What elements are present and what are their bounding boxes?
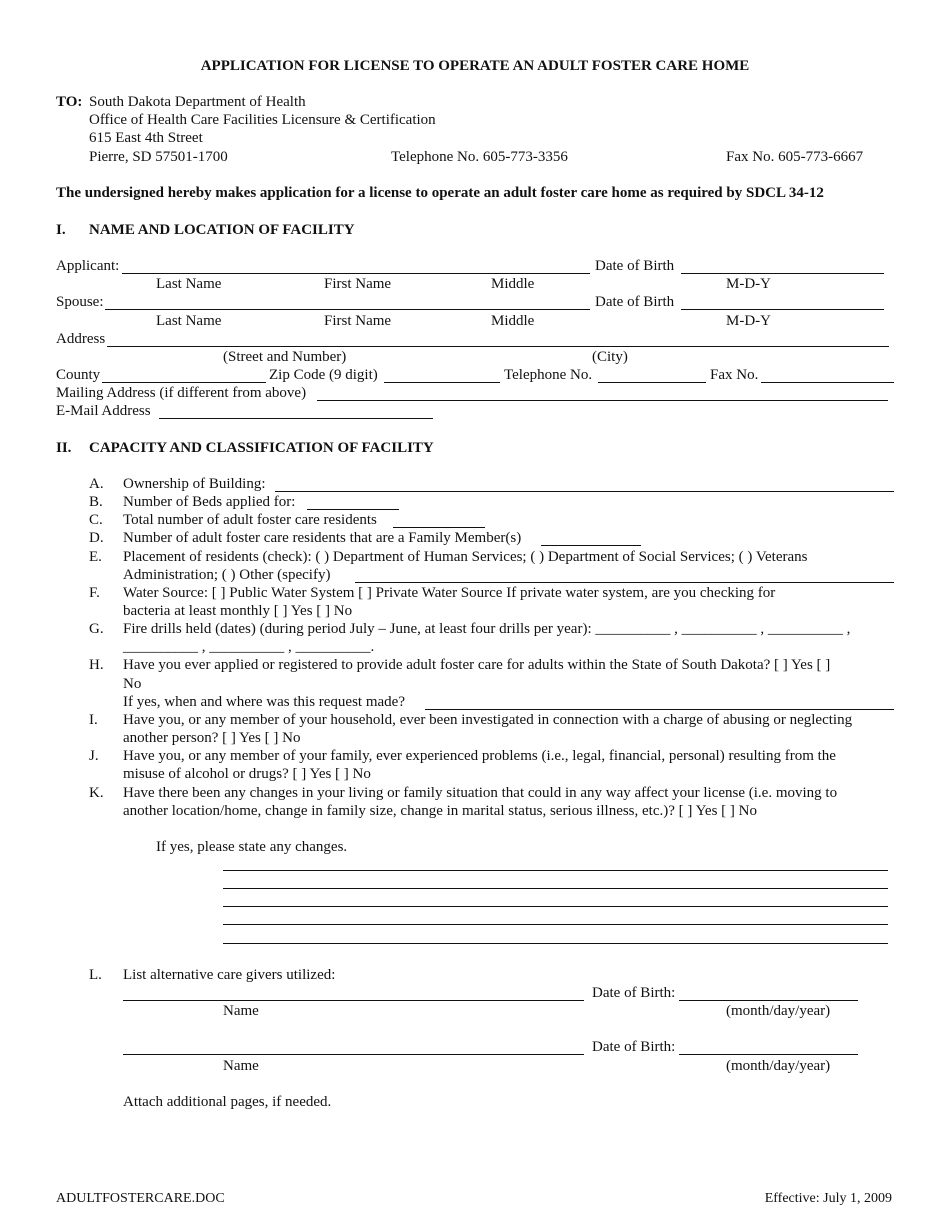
item-g-line1: Fire drills held (dates) (during period July – June, at least four drills per year): __________ , __________ , __________ , <box>123 621 851 637</box>
caregiver-2-dob-label: Date of Birth: <box>592 1039 676 1055</box>
mailing-address-field[interactable] <box>317 386 888 401</box>
item-g-line2: __________ , __________ , __________. <box>123 639 375 655</box>
item-h-letter: H. <box>89 657 104 673</box>
item-h-line3: If yes, when and where was this request made? <box>123 694 405 710</box>
caregiver-1-name-caption: Name <box>223 1003 259 1019</box>
caregiver-2-name-caption: Name <box>223 1058 259 1074</box>
to-line-office: Office of Health Care Facilities Licensure & Certification <box>89 112 436 128</box>
item-d-letter: D. <box>89 530 104 546</box>
total-residents-field[interactable] <box>393 513 485 528</box>
changes-line-3[interactable] <box>223 906 888 907</box>
item-j-line2: misuse of alcohol or drugs? [ ] Yes [ ] No <box>123 766 371 782</box>
item-i-letter: I. <box>89 712 98 728</box>
email-field[interactable] <box>159 404 433 419</box>
item-i-line2: another person? [ ] Yes [ ] No <box>123 730 301 746</box>
fax-label: Fax No. <box>710 367 759 383</box>
item-h-line1: Have you ever applied or registered to provide adult foster care for adults within the State of South Dakota? [ ] Yes [ ] <box>123 657 831 673</box>
attach-pages-note: Attach additional pages, if needed. <box>123 1094 332 1110</box>
spouse-name-field[interactable] <box>105 295 590 310</box>
applicant-middle-caption: Middle <box>491 276 535 292</box>
spouse-middle-caption: Middle <box>491 313 535 329</box>
item-h-line2: No <box>123 676 142 692</box>
county-field[interactable] <box>102 368 266 383</box>
other-specify-field[interactable] <box>355 568 894 583</box>
zip-field[interactable] <box>384 368 500 383</box>
mailing-address-label: Mailing Address (if different from above) <box>56 385 307 401</box>
item-a-text: Ownership of Building: <box>123 476 266 492</box>
spouse-first-name-caption: First Name <box>324 313 392 329</box>
item-c-letter: C. <box>89 512 103 528</box>
street-caption: (Street and Number) <box>223 349 347 365</box>
caregiver-2-dob-field[interactable] <box>679 1040 858 1055</box>
zip-label: Zip Code (9 digit) <box>269 367 378 383</box>
to-line-department: South Dakota Department of Health <box>89 94 306 110</box>
telephone-field[interactable] <box>598 368 706 383</box>
changes-line-1[interactable] <box>223 870 888 871</box>
to-fax: Fax No. 605-773-6667 <box>726 149 864 165</box>
caregiver-1-mdy-caption: (month/day/year) <box>726 1003 831 1019</box>
section2-number: II. <box>56 440 72 456</box>
fax-field[interactable] <box>761 368 894 383</box>
applicant-first-name-caption: First Name <box>324 276 392 292</box>
changes-line-5[interactable] <box>223 943 888 944</box>
section1-number: I. <box>56 222 66 238</box>
footer-effective-date: Effective: July 1, 2009 <box>764 1191 892 1206</box>
to-label: TO: <box>56 94 83 110</box>
footer-filename: ADULTFOSTERCARE.DOC <box>56 1191 225 1206</box>
applicant-dob-label: Date of Birth <box>595 258 675 274</box>
telephone-label: Telephone No. <box>504 367 593 383</box>
caregiver-2-mdy-caption: (month/day/year) <box>726 1058 831 1074</box>
applicant-mdy-caption: M-D-Y <box>726 276 771 292</box>
address-field[interactable] <box>107 332 889 347</box>
item-g-letter: G. <box>89 621 104 637</box>
email-label: E-Mail Address <box>56 403 151 419</box>
item-b-letter: B. <box>89 494 103 510</box>
county-label: County <box>56 367 101 383</box>
item-a-letter: A. <box>89 476 104 492</box>
applicant-dob-field[interactable] <box>681 259 884 274</box>
applicant-last-name-caption: Last Name <box>156 276 222 292</box>
caregiver-1-dob-label: Date of Birth: <box>592 985 676 1001</box>
item-k-if-yes: If yes, please state any changes. <box>156 839 348 855</box>
item-j-letter: J. <box>89 748 99 764</box>
changes-line-4[interactable] <box>223 924 888 925</box>
spouse-last-name-caption: Last Name <box>156 313 222 329</box>
item-f-line1: Water Source: [ ] Public Water System [ ] Private Water Source If private water system, are you checking for <box>123 585 776 601</box>
caregiver-1-name-field[interactable] <box>123 986 584 1001</box>
item-f-line2: bacteria at least monthly [ ] Yes [ ] No <box>123 603 353 619</box>
item-l-text: List alternative care givers utilized: <box>123 967 336 983</box>
item-j-line1: Have you, or any member of your family, ever experienced problems (i.e., legal, financial, personal) resulting from the <box>123 748 836 764</box>
item-b-text: Number of Beds applied for: <box>123 494 296 510</box>
changes-line-2[interactable] <box>223 888 888 889</box>
beds-field[interactable] <box>307 495 399 510</box>
ownership-field[interactable] <box>275 477 894 492</box>
item-d-text: Number of adult foster care residents that are a Family Member(s) <box>123 530 522 546</box>
family-residents-field[interactable] <box>541 531 641 546</box>
item-k-line2: another location/home, change in family size, change in marital status, serious illness, etc.)? [ ] Yes [ ] No <box>123 803 757 819</box>
caregiver-1-dob-field[interactable] <box>679 986 858 1001</box>
spouse-mdy-caption: M-D-Y <box>726 313 771 329</box>
applicant-label: Applicant: <box>56 258 120 274</box>
form-title: APPLICATION FOR LICENSE TO OPERATE AN ADULT FOSTER CARE HOME <box>200 58 750 74</box>
section2-heading: CAPACITY AND CLASSIFICATION OF FACILITY <box>89 440 434 456</box>
applicant-name-field[interactable] <box>122 259 590 274</box>
item-l-letter: L. <box>89 967 102 983</box>
to-line-street: 615 East 4th Street <box>89 130 203 146</box>
caregiver-2-name-field[interactable] <box>123 1040 584 1055</box>
spouse-dob-field[interactable] <box>681 295 884 310</box>
item-e-letter: E. <box>89 549 102 565</box>
item-k-line1: Have there been any changes in your living or family situation that could in any way affect your license (i.e. moving to <box>123 785 838 801</box>
item-e-line1: Placement of residents (check): ( ) Department of Human Services; ( ) Department of Social Services; ( ) Veterans <box>123 549 808 565</box>
item-e-line2: Administration; ( ) Other (specify) <box>123 567 331 583</box>
city-caption: (City) <box>592 349 628 365</box>
item-k-letter: K. <box>89 785 104 801</box>
to-telephone: Telephone No. 605-773-3356 <box>391 149 568 165</box>
request-details-field[interactable] <box>425 695 894 710</box>
section1-heading: NAME AND LOCATION OF FACILITY <box>89 222 355 238</box>
item-i-line1: Have you, or any member of your household, ever been investigated in connection with a charge of abusing or neglecting <box>123 712 853 728</box>
spouse-dob-label: Date of Birth <box>595 294 675 310</box>
to-line-city: Pierre, SD 57501-1700 <box>89 149 228 165</box>
item-c-text: Total number of adult foster care residents <box>123 512 377 528</box>
spouse-label: Spouse: <box>56 294 104 310</box>
intro-statement: The undersigned hereby makes application for a license to operate an adult foster care home as required by SDCL 34-12 <box>56 185 824 201</box>
item-f-letter: F. <box>89 585 100 601</box>
address-label: Address <box>56 331 106 347</box>
